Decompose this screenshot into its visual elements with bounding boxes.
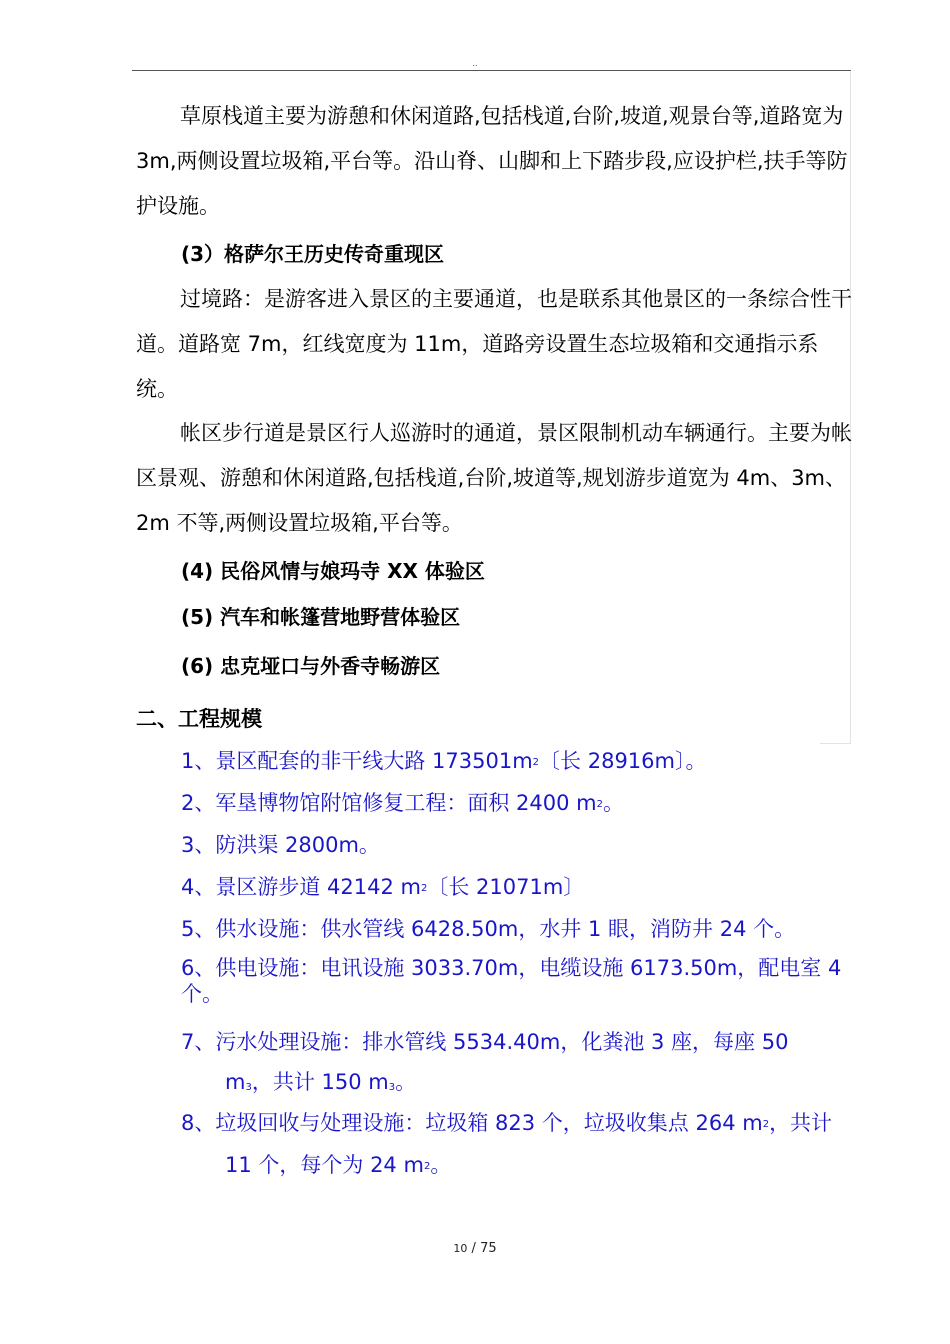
page-number: 10 / 75 [453, 1241, 497, 1256]
list-item-sewage: 7、污水处理设施：排水管线 5534.40m，化粪池 3 座，每座 50 m3，共计 150 m3。 [181, 1030, 789, 1094]
list-item-museum: 2、军垦博物馆附馆修复工程：面积 2400 $m^2$。 [181, 791, 624, 815]
list-item-power-supply: 6、供电设施：电讯设施 3033.70m，电缆设施 6173.50m，配电室 4 个。 [181, 956, 842, 1006]
header-rule [132, 70, 851, 71]
list-item-water-supply: 5、供水设施：供水管线 6428.50m，水井 1 眼，消防井 24 个。 [181, 917, 796, 941]
section-title-project-scale: 二、工程规模 [136, 707, 262, 731]
heading-pass-zone: (6) 忠克垭口与外香寺畅游区 [181, 654, 441, 678]
paragraph-grassland-boardwalk: 草原栈道主要为游憩和休闲道路,包括栈道,台阶,坡道,观景台等,道路宽为 3m,两侧设置垃圾箱,平台等。沿山脊、山脚和上下踏步段,应设护栏,扶手等防护设施。 [136, 104, 848, 218]
list-item-waste: 8、垃圾回收与处理设施：垃圾箱 823 个，垃圾收集点 264 $m^2$，共计 11 个，每个为 24 $m^2$。 [181, 1111, 833, 1177]
list-item-walkway: 4、景区游步道 42142 $m^2$〔长 21071m〕 [181, 875, 585, 899]
heading-folk-zone: (4) 民俗风情与娘玛寺 XX 体验区 [181, 559, 485, 583]
heading-camping-zone: (5) 汽车和帐篷营地野营体验区 [181, 605, 461, 629]
list-item-flood-channel: 3、防洪渠 2800m。 [181, 833, 380, 857]
paragraph-transit-road: 过境路：是游客进入景区的主要通道，也是联系其他景区的一条综合性干道。道路宽 7m，红线宽度为 11m，道路旁设置生态垃圾箱和交通指示系统。 [136, 287, 852, 401]
paragraph-tent-walkway: 帐区步行道是景区行人巡游时的通道，景区限制机动车辆通行。主要为帐区景观、游憩和休闲道路,包括栈道,台阶,坡道等,规划游步道宽为 4m、3m、2m 不等,两侧设置垃圾箱,平台等。 [136, 421, 852, 535]
header-mark: .. [472, 59, 478, 68]
heading-gesar-zone: (3）格萨尔王历史传奇重现区 [181, 242, 445, 266]
margin-rule-foot [820, 743, 851, 744]
list-item-roads: 1、景区配套的非干线大路 $173501m^2$〔长 28916m〕。 [181, 749, 707, 773]
